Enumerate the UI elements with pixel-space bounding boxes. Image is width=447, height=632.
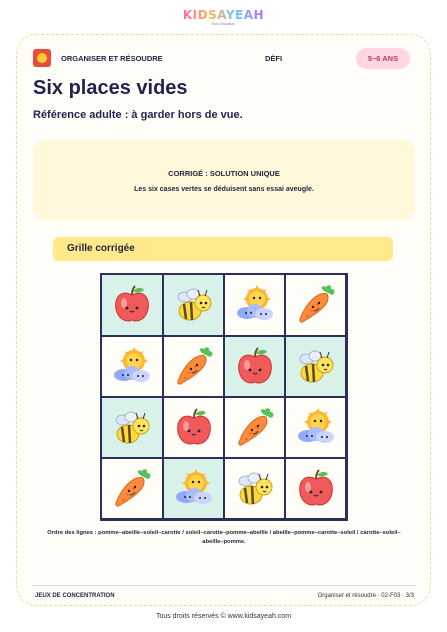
grid-cell bbox=[163, 458, 224, 519]
answer-grid bbox=[100, 273, 348, 521]
solution-box bbox=[33, 139, 415, 221]
grid-cell bbox=[285, 336, 346, 397]
brand-tagline: Kids Education bbox=[211, 22, 236, 26]
grid-cell bbox=[285, 458, 346, 519]
row-order-text: Ordre des lignes : pomme–abeille–soleil–carotte / soleil–carotte–pomme–abeille / abeille–pomme–carotte–soleil / carotte–soleil–abeille–pomme. bbox=[47, 530, 401, 545]
grid-cell bbox=[102, 458, 163, 519]
grid-cell bbox=[224, 458, 285, 519]
age-badge: 5–6 ANS bbox=[356, 48, 410, 69]
header-row bbox=[33, 47, 413, 71]
category-label: ORGANISER ET RÉSOUDRE bbox=[61, 54, 163, 63]
grid-label: Grille corrigée bbox=[53, 237, 393, 261]
grid-cell bbox=[224, 336, 285, 397]
footer-divider bbox=[33, 585, 415, 586]
sun-logo-icon bbox=[33, 49, 51, 67]
footer-left: JEUX DE CONCENTRATION bbox=[35, 593, 115, 599]
grid-cell bbox=[224, 397, 285, 458]
grid-cell bbox=[285, 275, 346, 336]
type-label: DÉFI bbox=[265, 54, 283, 63]
grid-cell bbox=[102, 397, 163, 458]
footer-right: Organiser et résoudre · 02-F03 · 3/3 bbox=[317, 593, 414, 599]
page-title: Six places vides bbox=[33, 77, 188, 99]
worksheet-card bbox=[16, 34, 431, 606]
grid-cell bbox=[285, 397, 346, 458]
grid-cell bbox=[224, 275, 285, 336]
solution-title: CORRIGÉ : SOLUTION UNIQUE bbox=[168, 169, 280, 178]
grid-cell bbox=[163, 397, 224, 458]
grid-cell bbox=[102, 275, 163, 336]
brand-name: KIDSAYEAH bbox=[182, 8, 265, 22]
grid-cell bbox=[163, 275, 224, 336]
solution-text: Les six cases vertes se déduisent sans essai aveugle. bbox=[134, 186, 314, 193]
grid-cell bbox=[102, 336, 163, 397]
grid-cell bbox=[163, 336, 224, 397]
brand-logo bbox=[0, 6, 447, 26]
page-subtitle: Référence adulte : à garder hors de vue. bbox=[33, 109, 243, 121]
copyright: Tous droits réservés © www.kidsayeah.com bbox=[155, 613, 292, 620]
